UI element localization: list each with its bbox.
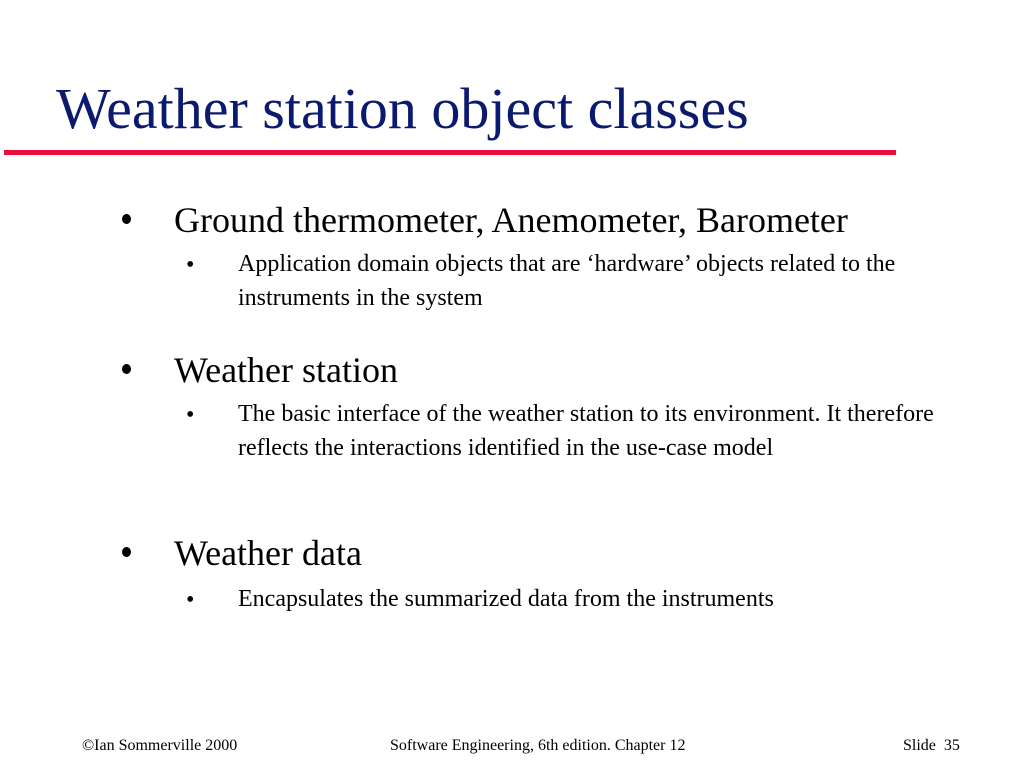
footer-slide-number: Slide 35 [903, 737, 960, 754]
sub-bullet-text: Encapsulates the summarized data from the instruments [238, 586, 774, 612]
footer-book-title: Software Engineering, 6th edition. Chapter 12 [390, 737, 686, 754]
sub-bullet-text: Application domain objects that are ‘hardware’ objects related to the instruments in the system [238, 251, 896, 311]
title-underline [4, 150, 896, 155]
bullet-icon [122, 364, 131, 374]
sub-bullet-icon: • [186, 587, 195, 613]
bullet-heading: Weather station [174, 350, 399, 390]
bullet-heading: Weather data [174, 533, 362, 573]
bullet-heading: Ground thermometer, Anemometer, Barometer [174, 200, 848, 240]
sub-bullet-text: The basic interface of the weather station to its environment. It therefore reflects the interactions identified in the use-case model [238, 401, 934, 461]
bullet-icon [122, 547, 131, 557]
footer-copyright: ©Ian Sommerville 2000 [82, 737, 238, 754]
sub-bullet-icon: • [186, 402, 195, 428]
sub-bullet-icon: • [186, 252, 195, 278]
slide-title: Weather station object classes [56, 76, 749, 141]
bullet-icon [122, 214, 131, 224]
